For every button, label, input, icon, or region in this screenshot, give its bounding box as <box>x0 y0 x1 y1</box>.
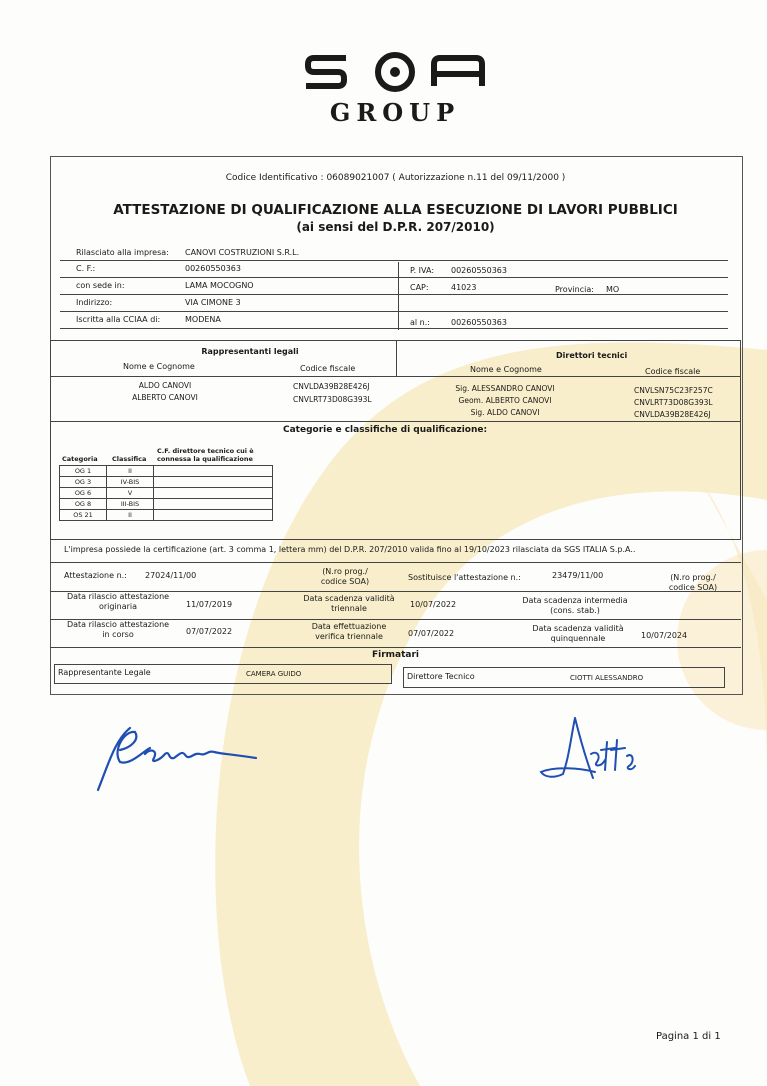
provincia-value: MO <box>606 285 620 294</box>
sostituisce-value: 23479/11/00 <box>552 571 604 580</box>
scad-quinq-label <box>518 624 638 644</box>
scad-trien-value: 10/07/2022 <box>410 600 457 609</box>
firmatario-rapp-label: Rappresentante Legale <box>58 668 151 677</box>
direttore-nome: Sig. ALDO CANOVI <box>470 408 540 417</box>
codice-identificativo: Codice Identificativo : 06089021007 ( Autorizzazione n.11 del 09/11/2000 ) <box>225 173 566 183</box>
categoria-cell: OG 8 <box>60 499 107 510</box>
classifica-cell: V <box>107 488 154 499</box>
cf-label: C. F.: <box>76 264 96 273</box>
firmatario-dir-label: Direttore Tecnico <box>407 672 475 681</box>
ril-corso-label <box>58 620 178 640</box>
categoria-cell: OG 6 <box>60 488 107 499</box>
categorie-col-categoria: Categoria <box>62 455 98 463</box>
divider <box>60 294 728 295</box>
rappresentante-cf: CNVLDA39B28E426J <box>293 382 370 391</box>
sede-value: LAMA MOCOGNO <box>185 281 254 290</box>
scad-trien-label-line1: Data scadenza validità <box>303 594 395 603</box>
table-row <box>60 477 273 488</box>
direttori-title: Direttori tecnici <box>556 351 628 360</box>
indirizzo-value: VIA CIMONE 3 <box>185 298 241 307</box>
direttore-nome: Geom. ALBERTO CANOVI <box>458 396 552 405</box>
ril-corso-label-line1: Data rilascio attestazione <box>66 620 170 629</box>
eff-trien-value: 07/07/2022 <box>408 629 455 638</box>
scad-int-label-line1: Data scadenza intermedia <box>522 596 628 605</box>
categorie-table <box>59 465 273 521</box>
ril-orig-label-line1: Data rilascio attestazione <box>66 592 170 601</box>
rappresentante-nome: ALBERTO CANOVI <box>132 393 198 402</box>
rappresentante-cf: CNVLRT73D08G393L <box>293 395 372 404</box>
sostituisce-nro-line1: (N.ro prog./ <box>670 573 716 582</box>
document-title: ATTESTAZIONE DI QUALIFICAZIONE ALLA ESECUZIONE DI LAVORI PUBBLICI <box>113 202 678 218</box>
ril-orig-label <box>58 592 178 612</box>
scad-quinq-label-line1: Data scadenza validità <box>532 624 624 633</box>
categorie-col-cf-dir-1: C.F. direttore tecnico cui è <box>157 447 254 455</box>
cap-label: CAP: <box>410 283 429 292</box>
divider <box>50 376 741 377</box>
scad-int-label <box>515 596 635 616</box>
categoria-cell: OS 21 <box>60 510 107 521</box>
attestazione-value: 27024/11/00 <box>145 571 197 580</box>
firmatario-dir-value: CIOTTI ALESSANDRO <box>570 674 644 682</box>
direttore-cf: CNVLDA39B28E426J <box>634 410 711 419</box>
certificazione-text: L'impresa possiede la certificazione (art. 3 comma 1, lettera mm) del D.P.R. 207/2010 valida fino al 19/10/2023 rilasciata da SGS ITALIA S.p.A.. <box>64 545 636 554</box>
attestazione-nro-line2: codice SOA) <box>320 577 370 586</box>
cf-direttore-cell <box>154 477 273 488</box>
cf-value: 00260550363 <box>185 264 241 273</box>
cciaa-label: Iscritta alla CCIAA di: <box>76 315 161 324</box>
classifica-cell: IV-BIS <box>107 477 154 488</box>
firmatari-title: Firmatari <box>371 650 420 660</box>
signature-right <box>535 712 645 792</box>
scad-int-label-line2: (cons. stab.) <box>550 606 600 615</box>
sede-label: con sede in: <box>76 281 125 290</box>
piva-value: 00260550363 <box>451 266 507 275</box>
categorie-title: Categorie e classifiche di qualificazione: <box>283 425 488 435</box>
rappresentanti-col-nome: Nome e Cognome <box>123 362 195 371</box>
attestazione-nro <box>310 567 380 587</box>
classifica-cell: II <box>107 510 154 521</box>
document-subtitle: (ai sensi del D.P.R. 207/2010) <box>296 220 495 234</box>
scad-trien-label-line2: triennale <box>331 604 367 613</box>
divider <box>50 421 741 422</box>
ril-orig-value: 11/07/2019 <box>186 600 233 609</box>
aln-value: 00260550363 <box>451 318 507 327</box>
piva-label: P. IVA: <box>410 266 435 275</box>
eff-trien-label-line1: Data effettuazione <box>311 622 387 631</box>
direttori-col-nome: Nome e Cognome <box>470 365 542 374</box>
ril-orig-label-line2: originaria <box>98 602 138 611</box>
divider <box>60 311 728 312</box>
rilasciato-label: Rilasciato alla impresa: <box>76 248 169 257</box>
sostituisce-nro-line2: codice SOA) <box>668 583 718 592</box>
eff-trien-label-line2: verifica triennale <box>315 632 383 641</box>
divider <box>60 328 728 329</box>
classifica-cell: III-BIS <box>107 499 154 510</box>
rappresentante-nome: ALDO CANOVI <box>138 381 192 390</box>
direttore-cf: CNVLRT73D08G393L <box>634 398 713 407</box>
sostituisce-nro <box>658 573 728 593</box>
categorie-col-cf-dir-2: connessa la qualificazione <box>157 455 253 463</box>
direttore-cf: CNVLSN75C23F257C <box>634 386 713 395</box>
eff-trien-label <box>290 622 408 642</box>
cf-direttore-cell <box>154 466 273 477</box>
divider <box>396 340 397 376</box>
ril-corso-label-line2: in corso <box>102 630 134 639</box>
table-row <box>60 510 273 521</box>
logo-group-text: GROUP <box>329 98 461 126</box>
cciaa-value: MODENA <box>185 315 221 324</box>
page-number: Pagina 1 di 1 <box>656 1031 721 1042</box>
indirizzo-label: Indirizzo: <box>76 298 113 307</box>
classifica-cell: II <box>107 466 154 477</box>
rilasciato-value: CANOVI COSTRUZIONI S.R.L. <box>185 248 300 257</box>
categoria-cell: OG 1 <box>60 466 107 477</box>
cf-direttore-cell <box>154 488 273 499</box>
table-row <box>60 499 273 510</box>
divider <box>50 647 741 648</box>
attestazione-nro-line1: (N.ro prog./ <box>322 567 368 576</box>
cf-direttore-cell <box>154 510 273 521</box>
cap-value: 41023 <box>451 283 477 292</box>
scad-quinq-value: 10/07/2024 <box>641 631 688 640</box>
categorie-col-classifica: Classifica <box>112 455 147 463</box>
ril-corso-value: 07/07/2022 <box>186 627 233 636</box>
divider <box>50 562 741 563</box>
rappresentanti-col-cf: Codice fiscale <box>300 364 356 373</box>
table-row <box>60 488 273 499</box>
categoria-cell: OG 3 <box>60 477 107 488</box>
divider <box>60 277 728 278</box>
divider <box>60 260 728 261</box>
table-row <box>60 466 273 477</box>
attestazione-label: Attestazione n.: <box>64 571 127 580</box>
rappresentanti-title: Rappresentanti legali <box>201 347 299 356</box>
soa-group-logo <box>300 46 490 126</box>
aln-label: al n.: <box>410 318 430 327</box>
sostituisce-label: Sostituisce l'attestazione n.: <box>408 573 521 582</box>
direttore-nome: Sig. ALESSANDRO CANOVI <box>455 384 555 393</box>
scad-trien-label <box>290 594 408 614</box>
provincia-label: Provincia: <box>555 285 594 294</box>
direttori-col-cf: Codice fiscale <box>645 367 701 376</box>
divider <box>398 262 399 330</box>
firmatario-rapp-value: CAMERA GUIDO <box>246 670 302 678</box>
cf-direttore-cell <box>154 499 273 510</box>
signature-left <box>90 720 270 800</box>
scad-quinq-label-line2: quinquennale <box>550 634 606 643</box>
